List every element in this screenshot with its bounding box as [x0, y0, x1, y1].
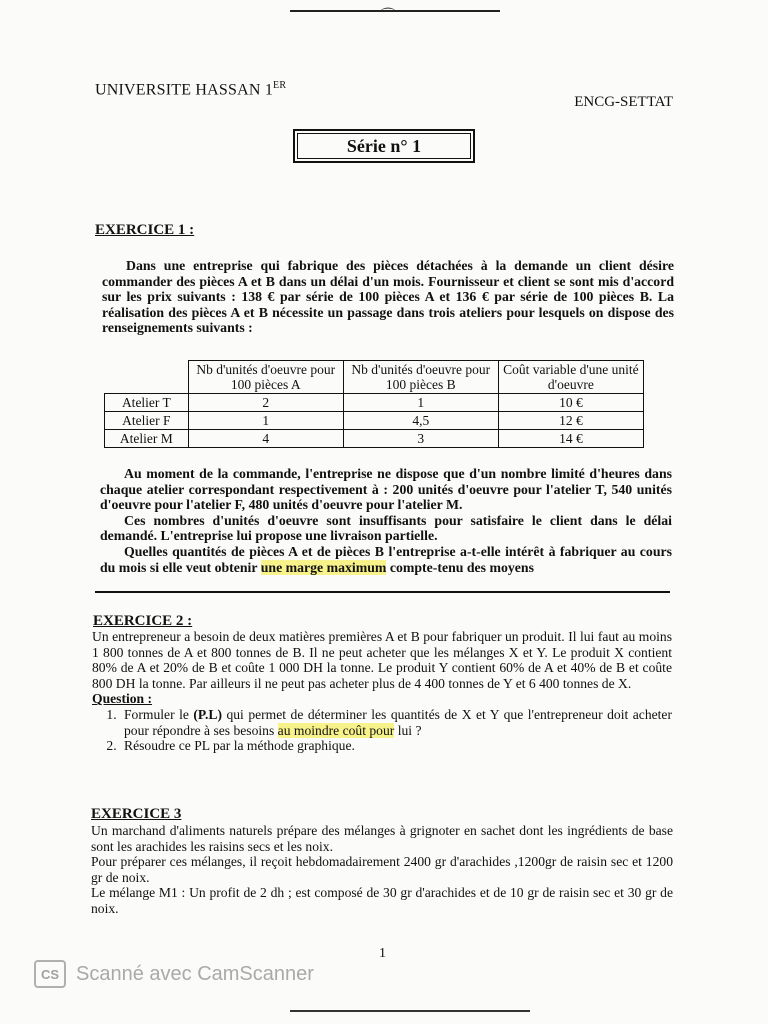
top-scan-mark: ⌒	[381, 9, 395, 24]
exercice3-line-1: Un marchand d'aliments naturels prépare des mélanges à grignoter en sachet dont les ingrédients de base sont les arachides les raisins secs et les noix.	[91, 823, 673, 854]
question-1-bold: (P.L)	[193, 706, 222, 722]
exercice1-paragraph-2: Au moment de la commande, l'entreprise ne dispose que d'un nombre limité d'heures dans chaque atelier correspondant respectivement à : 200 unités d'oeuvre pour l'atelier T, 540 unités d'oeuvre pour l'atelier F, 480 unités d'oeuvre pour l'atelier M.	[100, 466, 672, 513]
exercice3-line-2: Pour préparer ces mélanges, il reçoit hebdomadairement 2400 gr d'arachides ,1200gr de raisin sec et 1200 gr de noix.	[91, 854, 673, 885]
table-row-label: Atelier M	[105, 430, 189, 448]
exercice1-question-start: Quelles quantités de pièces A et de pièces B l'entreprise a-t-elle intérêt à fabriquer au cours du mois si elle veut obtenir	[100, 543, 672, 575]
camscanner-watermark	[34, 960, 314, 988]
school-header: ENCG-SETTAT	[574, 94, 673, 110]
table-corner	[105, 361, 189, 394]
title-box	[293, 129, 475, 163]
table-row	[105, 412, 644, 430]
table-cell: 12 €	[498, 412, 643, 430]
workshop-table	[104, 360, 644, 448]
list-item: 2. Résoudre ce PL par la méthode graphique.	[120, 738, 672, 754]
table-cell: 1	[188, 412, 343, 430]
table-row	[105, 430, 644, 448]
table-cell: 14 €	[498, 430, 643, 448]
highlighted-text: une marge maximum	[260, 559, 387, 575]
question-label: Question :	[92, 691, 153, 707]
section-divider	[95, 591, 670, 593]
table-header-cell: Nb d'unités d'oeuvre pour 100 pièces A	[188, 361, 343, 394]
page-number: 1	[379, 946, 386, 961]
question-1-start: Formuler le	[124, 706, 194, 722]
watermark-text: Scanné avec CamScanner	[76, 962, 314, 985]
table-header-cell: Nb d'unités d'oeuvre pour 100 pièces B	[343, 361, 498, 394]
exercice3-body	[91, 823, 673, 917]
bottom-border-line	[290, 1010, 530, 1012]
table-cell: 4,5	[343, 412, 498, 430]
table-cell: 3	[343, 430, 498, 448]
table-row-label: Atelier F	[105, 412, 189, 430]
table-cell: 4	[188, 430, 343, 448]
exercice3-heading: EXERCICE 3	[91, 806, 182, 822]
page-title: Série n° 1	[297, 133, 471, 159]
exercice1-paragraph-4	[100, 544, 672, 575]
exercice1-heading: EXERCICE 1 :	[95, 222, 195, 238]
exercice1-body	[100, 466, 672, 575]
table-row	[105, 394, 644, 412]
exercice1-intro-block	[102, 258, 674, 336]
table-cell: 2	[188, 394, 343, 412]
camscanner-logo-icon: CS	[34, 960, 66, 988]
table-cell: 10 €	[498, 394, 643, 412]
top-border-line	[290, 10, 500, 12]
exercice2-heading: EXERCICE 2 :	[93, 613, 193, 629]
table-header-row	[105, 361, 644, 394]
question-1-middle: qui permet de déterminer les quantités de X et Y que l'entrepreneur doit acheter pour répondre à ses besoins	[124, 706, 672, 738]
highlighted-text: au moindre coût pour	[277, 722, 395, 738]
table-cell: 1	[343, 394, 498, 412]
exercice3-line-3: Le mélange M1 : Un profit de 2 dh ; est composé de 30 gr d'arachides et de 10 gr de raisin sec et 30 gr de noix.	[91, 885, 673, 916]
list-item	[120, 707, 672, 738]
question-1-end: lui ?	[394, 722, 422, 738]
exercice1-paragraph-3: Ces nombres d'unités d'oeuvre sont insuffisants pour satisfaire le client dans le délai demandé. L'entreprise lui propose une livraison partielle.	[100, 512, 672, 544]
exercice2-body	[92, 629, 672, 754]
university-header	[95, 80, 286, 99]
table-header-cell: Coût variable d'une unité d'oeuvre	[498, 361, 643, 394]
university-name: UNIVERSITE HASSAN 1	[95, 81, 274, 99]
university-suffix: ER	[273, 80, 287, 91]
table-row-label: Atelier T	[105, 394, 189, 412]
exercice1-intro: Dans une entreprise qui fabrique des pièces détachées à la demande un client désire commander des pièces A et B dans un délai d'un mois. Fournisseur et client se sont mis d'accord sur les prix suivants : 138 € par série de 100 pièces A et 136 € par série de 100 pièces B. La réalisation des pièces A et B nécessite un passage dans trois ateliers pour lesquels on dispose des renseignements suivants :	[102, 258, 674, 336]
exercice2-text: Un entrepreneur a besoin de deux matières premières A et B pour fabriquer un produit. Il lui faut au moins 1 800 tonnes de A et 800 tonnes de B. Il ne peut acheter que les mélanges X et Y. Le produit X contient 80% de A et 20% de B et coûte 1 000 DH la tonne. Le produit Y contient 60% de A et 40% de B et coûte 800 DH la tonne. Par ailleurs il ne peut pas acheter plus de 4 400 tonnes de Y et 6 400 tonnes de X.	[92, 629, 672, 691]
exercice1-question-end: compte-tenu des moyens	[386, 559, 534, 575]
question-list	[92, 707, 672, 754]
